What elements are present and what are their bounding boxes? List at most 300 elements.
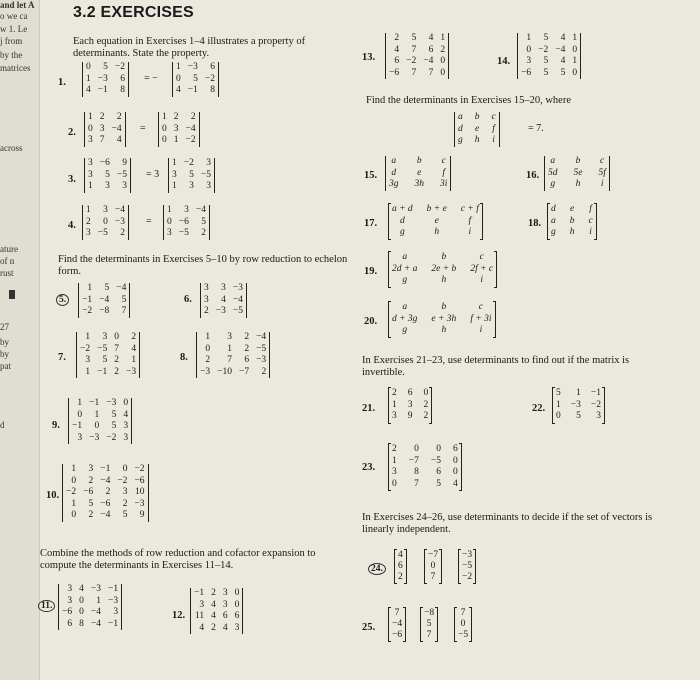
matrix-entry: h <box>441 325 447 335</box>
matrix-entry: 0 <box>79 595 84 606</box>
matrix-entry: c <box>491 112 496 122</box>
matrix-entry: 1 <box>86 205 91 215</box>
matrix-entry: 4 <box>222 622 228 633</box>
matrix-entry: 1 <box>392 455 397 466</box>
matrix-entry: −1 <box>82 294 93 305</box>
vector-entry: 7 <box>430 572 436 582</box>
matrix-entry: −4 <box>114 205 125 215</box>
matrix-entry: 1 <box>526 33 532 43</box>
matrix-entry: −3 <box>215 306 226 316</box>
matrix-entry: 4 <box>199 622 205 633</box>
matrix-entry: 1 <box>205 332 211 342</box>
matrix-entry: 0 <box>88 123 93 134</box>
matrix-entry: −2 <box>106 432 117 443</box>
matrix-entry: 2 <box>244 332 250 342</box>
matrix-entry: 3 <box>122 487 128 497</box>
matrix-entry: 3 <box>123 421 129 431</box>
matrix-entry: d <box>551 204 556 214</box>
matrix-entry: 2f + c <box>470 263 494 274</box>
matrix-entry: 6 <box>234 611 240 621</box>
matrix-entry: 0 <box>234 599 240 610</box>
matrix-entry: i <box>600 179 604 189</box>
exercise-18-label: 18. <box>528 218 542 229</box>
matrix-entry: 0 <box>176 73 181 84</box>
matrix-entry: −3 <box>256 355 267 365</box>
vector-entry: 6 <box>398 561 403 571</box>
vector-entry: 4 <box>398 550 403 560</box>
matrix-entry: 3i <box>440 179 448 189</box>
matrix-entry: 1 <box>162 112 167 122</box>
exercise-5-label: 5. <box>56 294 69 306</box>
ex2-right-matrix <box>158 112 200 147</box>
matrix-entry: 5 <box>193 73 198 84</box>
matrix-entry: 1 <box>572 33 578 43</box>
matrix-entry: 7 <box>114 343 119 354</box>
matrix-entry: e <box>475 123 480 134</box>
matrix-entry: 0 <box>77 409 83 420</box>
matrix-entry: c <box>600 156 605 166</box>
ex3-left-matrix <box>84 158 131 193</box>
matrix-entry: g <box>551 227 556 237</box>
equation-operator: = − <box>144 73 158 84</box>
matrix-entry: −5 <box>178 228 189 238</box>
matrix-entry: −5 <box>232 306 243 316</box>
matrix-entry: 8 <box>210 85 215 95</box>
matrix-entry: b <box>441 302 447 312</box>
matrix-entry: −2 <box>204 73 215 84</box>
matrix-entry: 4 <box>116 135 122 145</box>
matrix-entry: i <box>468 227 472 237</box>
matrix-entry: 1 <box>86 73 91 84</box>
margin-text: d <box>0 420 5 430</box>
matrix-entry: 0 <box>114 332 119 342</box>
matrix-entry: 3 <box>222 599 228 610</box>
matrix-entry: −4 <box>90 618 101 629</box>
matrix-entry: 8 <box>120 85 125 95</box>
matrix-entry: a <box>391 156 397 166</box>
ex9-matrix <box>68 398 132 444</box>
exercise-12-label: 12. <box>172 610 186 621</box>
matrix-entry: a <box>402 252 408 262</box>
matrix-entry: g <box>550 179 556 189</box>
exercise-11-label: 11. <box>38 600 55 612</box>
exercise-1-label: 1. <box>58 77 66 88</box>
matrix-entry: 1 <box>131 355 137 365</box>
vector-entry: 5 <box>426 619 432 629</box>
matrix-entry: 0 <box>392 478 397 489</box>
exercise-10-label: 10. <box>46 490 60 501</box>
matrix-entry: e <box>570 204 575 214</box>
matrix-entry: 1 <box>96 595 101 606</box>
matrix-entry: 5 <box>201 216 206 227</box>
matrix-entry: 3 <box>99 123 105 134</box>
matrix-entry: 6 <box>67 618 73 629</box>
exercise-23-label: 23. <box>362 462 376 473</box>
matrix-entry: 2 <box>261 366 267 377</box>
exercise-14-label: 14. <box>497 56 511 67</box>
matrix-entry: 0 <box>572 44 578 55</box>
matrix-entry: b + e <box>426 204 447 214</box>
matrix-entry: 7 <box>411 67 417 78</box>
matrix-entry: −10 <box>217 366 232 377</box>
matrix-entry: c <box>478 302 484 312</box>
matrix-entry: 7 <box>227 355 232 365</box>
margin-text: by <box>0 337 9 347</box>
matrix-entry: 7 <box>414 478 419 489</box>
matrix-entry: 2 <box>116 112 122 122</box>
matrix-entry: 5 <box>121 294 127 305</box>
matrix-entry: −1 <box>89 398 100 408</box>
matrix-entry: −5 <box>116 169 127 180</box>
matrix-entry: 3 <box>88 464 94 474</box>
matrix-entry: 3 <box>85 355 91 365</box>
matrix-entry: 1 <box>85 332 91 342</box>
matrix-entry: 0 <box>440 56 446 66</box>
matrix-entry: 0 <box>162 135 167 145</box>
matrix-entry: −1 <box>590 388 601 398</box>
matrix-entry: −5 <box>97 228 108 238</box>
exercise-24-label: 24. <box>368 563 386 575</box>
exercise-20-label: 20. <box>364 316 378 327</box>
ex15-matrix <box>385 156 451 191</box>
matrix-entry: 3 <box>392 467 397 477</box>
equation-operator: = <box>140 123 146 134</box>
matrix-entry: 3 <box>407 399 413 410</box>
matrix-entry: 6 <box>210 62 215 72</box>
matrix-entry: 3 <box>102 332 108 342</box>
matrix-entry: f + 3i <box>470 313 492 324</box>
matrix-entry: i <box>479 325 483 335</box>
matrix-entry: 2 <box>122 498 128 509</box>
matrix-entry: 5 <box>576 411 581 421</box>
ex17-matrix <box>388 204 483 239</box>
matrix-entry: f <box>492 123 495 134</box>
vector-entry: 7 <box>394 608 400 618</box>
matrix-entry: −5 <box>200 169 211 180</box>
matrix-entry: 2 <box>392 388 397 398</box>
matrix-entry: −4 <box>185 123 196 134</box>
ex24-vector-3 <box>458 550 476 583</box>
matrix-entry: −6 <box>134 475 145 486</box>
matrix-entry: −2 <box>134 464 145 474</box>
margin-marker <box>9 290 15 299</box>
matrix-entry: 5 <box>543 56 549 66</box>
matrix-entry: 7 <box>428 67 434 78</box>
exercise-8-label: 8. <box>180 352 188 363</box>
margin-text: 27 <box>0 322 9 332</box>
matrix-entry: 0 <box>167 216 172 227</box>
instruction-21-23: In Exercises 21–23, use determinants to find out if the matrix is invertible. <box>362 355 630 378</box>
matrix-entry: −1 <box>72 421 83 431</box>
matrix-entry: 3 <box>113 607 119 617</box>
ex12-matrix <box>190 588 243 634</box>
matrix-entry: 3 <box>172 169 177 180</box>
matrix-entry: 0 <box>71 510 77 520</box>
matrix-entry: 3 <box>103 205 108 215</box>
matrix-entry: 3 <box>122 181 127 191</box>
matrix-entry: 5 <box>104 283 110 293</box>
matrix-entry: −7 <box>408 455 419 466</box>
matrix-entry: 3 <box>123 432 129 443</box>
ex16-matrix <box>544 156 610 191</box>
matrix-entry: −2 <box>406 56 417 66</box>
vector-entry: −4 <box>392 619 403 629</box>
matrix-entry: 3 <box>189 181 194 191</box>
matrix-entry: 5 <box>103 62 108 72</box>
matrix-entry: h <box>569 227 575 237</box>
matrix-entry: 3 <box>227 332 232 342</box>
ex18-matrix <box>547 204 597 239</box>
ex8-matrix <box>196 332 270 378</box>
exercise-13-label: 13. <box>362 52 376 63</box>
matrix-entry: g <box>458 135 463 145</box>
ex20-matrix <box>388 302 496 337</box>
matrix-entry: 9 <box>139 510 145 520</box>
matrix-entry: −4 <box>232 294 243 305</box>
matrix-entry: a <box>402 302 408 312</box>
ex3-right-matrix <box>168 158 215 193</box>
matrix-entry: 1 <box>572 56 578 66</box>
matrix-entry: 3 <box>204 283 209 293</box>
matrix-entry: 5 <box>436 478 441 489</box>
ex1-left-matrix <box>82 62 129 97</box>
margin-text: matrices <box>0 63 31 73</box>
matrix-entry: 2 <box>423 399 429 410</box>
matrix-entry: −6 <box>389 67 400 78</box>
matrix-entry: 2e + b <box>431 263 457 274</box>
matrix-entry: −4 <box>90 607 101 617</box>
ex24-vector-1 <box>394 550 407 583</box>
matrix-entry: −3 <box>570 399 581 410</box>
matrix-entry: 5f <box>598 167 606 178</box>
matrix-entry: h <box>474 135 480 145</box>
matrix-entry: 7 <box>121 306 127 316</box>
matrix-entry: −7 <box>238 366 250 377</box>
matrix-entry: 6 <box>407 388 413 398</box>
equation-operator: = <box>146 216 152 227</box>
matrix-entry: 0 <box>205 343 211 354</box>
margin-text: pat <box>0 361 11 371</box>
matrix-entry: 1 <box>172 158 177 168</box>
matrix-entry: 0 <box>556 411 561 421</box>
matrix-entry: 1 <box>71 464 77 474</box>
vector-entry: −7 <box>428 550 439 560</box>
matrix-entry: e <box>417 167 422 178</box>
matrix-entry: −4 <box>99 294 110 305</box>
matrix-entry: 5 <box>111 421 117 431</box>
matrix-entry: 4 <box>211 611 216 621</box>
matrix-entry: −4 <box>100 510 111 520</box>
matrix-entry: 9 <box>122 158 127 168</box>
ex21-matrix <box>388 388 432 423</box>
matrix-entry: 1 <box>167 205 172 215</box>
matrix-entry: −2 <box>114 62 125 72</box>
exercise-4-label: 4. <box>68 220 76 231</box>
matrix-entry: −8 <box>99 306 110 316</box>
matrix-entry: −2 <box>590 399 601 410</box>
matrix-entry: 3 <box>234 622 240 633</box>
matrix-entry: 3 <box>173 123 179 134</box>
matrix-entry: 2 <box>173 112 179 122</box>
matrix-entry: −3 <box>89 432 100 443</box>
instruction-15-20: Find the determinants in Exercises 15–20, where <box>366 95 571 106</box>
matrix-entry: c <box>588 215 593 226</box>
matrix-entry: −4 <box>116 283 127 293</box>
matrix-entry: 3 <box>222 588 228 598</box>
matrix-entry: 5 <box>88 498 94 509</box>
matrix-entry: b <box>416 156 422 166</box>
matrix-entry: 5 <box>560 67 566 78</box>
matrix-entry: 0 <box>526 44 532 55</box>
matrix-entry: −5 <box>256 343 267 354</box>
matrix-entry: −3 <box>125 366 137 377</box>
matrix-entry: −3 <box>200 366 211 377</box>
exercise-17-label: 17. <box>364 218 378 229</box>
matrix-entry: 0 <box>162 123 167 134</box>
ex2-left-matrix <box>84 112 126 147</box>
matrix-entry: 2 <box>114 355 119 365</box>
instruction-1-4: Each equation in Exercises 1–4 illustrates a property of determinants. State the property. <box>73 36 306 59</box>
matrix-entry: 4 <box>394 44 400 55</box>
ex6-matrix <box>200 283 247 318</box>
matrix-entry: 6 <box>222 611 228 621</box>
matrix-entry: 0 <box>452 455 458 466</box>
matrix-entry: 2 <box>88 510 94 520</box>
vector-entry: 7 <box>460 608 466 618</box>
matrix-entry: d + 3g <box>392 313 418 324</box>
matrix-entry: 6 <box>452 444 458 454</box>
matrix-entry: −6 <box>178 216 189 227</box>
matrix-entry: 5 <box>543 33 549 43</box>
matrix-entry: f <box>589 204 592 214</box>
ex4-right-matrix <box>163 205 210 240</box>
matrix-entry: 2 <box>244 343 250 354</box>
margin-text: and let A <box>0 0 35 10</box>
matrix-entry: 1 <box>88 181 93 191</box>
matrix-entry: 2 <box>190 112 196 122</box>
matrix-entry: 1 <box>227 343 232 354</box>
matrix-entry: 3 <box>77 432 83 443</box>
margin-text: ature <box>0 244 18 254</box>
vector-entry: 7 <box>426 630 432 640</box>
matrix-entry: 5 <box>189 169 194 180</box>
matrix-entry: 1 <box>77 398 83 408</box>
exercise-25-label: 25. <box>362 622 376 633</box>
matrix-entry: 1 <box>176 62 181 72</box>
equation-operator: = 3 <box>146 169 160 180</box>
matrix-entry: 1 <box>71 498 77 509</box>
exercise-9-label: 9. <box>52 420 60 431</box>
matrix-entry: a <box>458 112 463 122</box>
matrix-entry: 1 <box>556 399 561 410</box>
matrix-entry: −5 <box>97 343 108 354</box>
matrix-entry: b <box>441 252 447 262</box>
ex4-left-matrix <box>82 205 129 240</box>
matrix-entry: 4 <box>560 56 566 66</box>
matrix-entry: 4 <box>452 478 458 489</box>
matrix-entry: −4 <box>100 475 111 486</box>
exercise-21-label: 21. <box>362 403 376 414</box>
margin-text: j from <box>0 36 23 46</box>
matrix-entry: 3 <box>221 283 226 293</box>
ex13-matrix <box>385 33 449 79</box>
exercise-3-label: 3. <box>68 174 76 185</box>
matrix-entry: b <box>474 112 480 122</box>
matrix-entry: 4 <box>560 33 566 43</box>
matrix-entry: 4 <box>428 33 434 43</box>
matrix-entry: 5 <box>411 33 417 43</box>
exercise-22-label: 22. <box>532 403 546 414</box>
margin-text: by <box>0 349 9 359</box>
matrix-entry: 4 <box>221 294 226 305</box>
matrix-entry: 0 <box>103 216 108 227</box>
given-abc-matrix <box>454 112 500 147</box>
matrix-entry: −4 <box>555 44 566 55</box>
matrix-entry: 3 <box>88 135 93 145</box>
matrix-entry: −5 <box>430 455 441 466</box>
margin-text: of n <box>0 256 15 266</box>
ex24-vector-2 <box>424 550 442 583</box>
matrix-entry: 1 <box>87 283 93 293</box>
ex25-vector-1 <box>388 608 406 641</box>
matrix-entry: −4 <box>256 332 267 342</box>
matrix-entry: 0 <box>123 398 129 408</box>
matrix-entry: 4 <box>131 343 137 354</box>
matrix-entry: 6 <box>428 44 434 55</box>
matrix-entry: 2 <box>88 475 94 486</box>
matrix-entry: 3 <box>86 228 91 238</box>
matrix-entry: 3 <box>392 411 397 421</box>
matrix-entry: 2 <box>131 332 137 342</box>
matrix-entry: 3 <box>526 56 532 66</box>
matrix-entry: 8 <box>414 467 419 477</box>
matrix-entry: −1 <box>100 464 111 474</box>
matrix-entry: 5 <box>111 409 117 420</box>
matrix-entry: 0 <box>86 62 91 72</box>
matrix-entry: 9 <box>407 411 413 421</box>
matrix-entry: d <box>458 123 463 134</box>
matrix-entry: 0 <box>423 388 429 398</box>
matrix-entry: h <box>441 275 447 285</box>
matrix-entry: 5 <box>556 388 561 398</box>
matrix-entry: 2 <box>120 228 125 238</box>
matrix-entry: 0 <box>79 607 84 617</box>
margin-text: o we ca <box>0 11 28 21</box>
matrix-entry: 2 <box>211 622 216 633</box>
matrix-entry: h <box>575 179 581 189</box>
matrix-entry: −2 <box>117 475 128 486</box>
matrix-entry: g <box>402 275 408 285</box>
matrix-entry: e + 3h <box>431 313 457 324</box>
matrix-entry: 2 <box>201 228 206 238</box>
matrix-entry: 4 <box>86 85 91 95</box>
ex10-matrix <box>62 464 149 522</box>
vector-entry: −5 <box>462 561 473 571</box>
matrix-entry: −2 <box>80 343 91 354</box>
matrix-entry: 5 <box>543 67 549 78</box>
matrix-entry: 1 <box>392 399 397 410</box>
matrix-entry: 7 <box>411 44 417 55</box>
matrix-entry: 5 <box>102 355 108 365</box>
matrix-entry: −6 <box>83 487 94 497</box>
ex22-matrix <box>552 388 605 423</box>
matrix-entry: 2 <box>204 306 209 316</box>
ex1-right-matrix <box>172 62 219 97</box>
matrix-entry: −1 <box>97 85 108 95</box>
matrix-entry: 3 <box>199 599 205 610</box>
matrix-entry: 6 <box>394 56 400 66</box>
exercise-2-label: 2. <box>68 127 76 138</box>
